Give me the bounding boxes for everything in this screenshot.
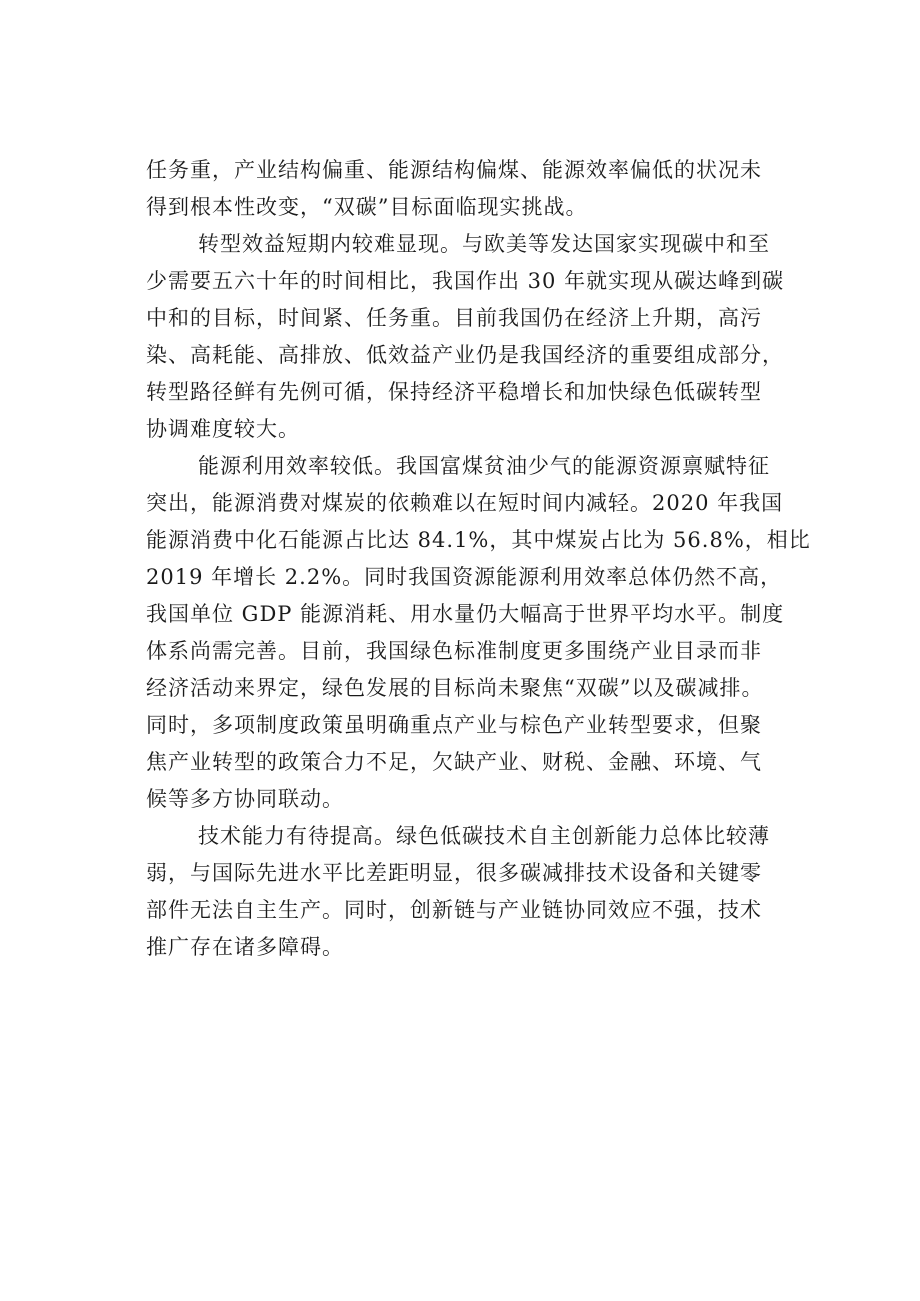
text-line: 任务重，产业结构偏重、能源结构偏煤、能源效率偏低的状况未 [146,158,762,182]
text-line: 部件无法自主生产。同时，创新链与产业链协同效应不强，技术 [146,898,762,922]
text-line: 体系尚需完善。目前，我国绿色标准制度更多围绕产业目录而非 [146,639,762,663]
text-line: 2019 年增长 2.2%。同时我国资源能源利用效率总体仍然不高， [146,565,783,589]
text-line: 协调难度较大。 [146,417,300,441]
text-line: 推广存在诸多障碍。 [146,935,344,959]
text-line: 中和的目标，时间紧、任务重。目前我国仍在经济上升期，高污 [146,306,762,330]
text-line: 得到根本性改变，“双碳”目标面临现实挑战。 [146,195,588,219]
text-line: 候等多方协同联动。 [146,787,344,811]
text-line: 少需要五六十年的时间相比，我国作出 30 年就实现从碳达峰到碳 [146,269,785,293]
text-line: 能源消费中化石能源占比达 84.1%，其中煤炭占比为 56.8%，相比 [146,528,811,552]
text-line: 染、高耗能、高排放、低效益产业仍是我国经济的重要组成部分， [146,343,784,367]
text-line: 转型路径鲜有先例可循，保持经济平稳增长和加快绿色低碳转型 [146,380,762,404]
text-line: 我国单位 GDP 能源消耗、用水量仍大幅高于世界平均水平。制度 [146,602,785,626]
text-line: 经济活动来界定，绿色发展的目标尚未聚焦“双碳”以及碳减排。 [146,676,764,700]
text-line: 焦产业转型的政策合力不足，欠缺产业、财税、金融、环境、气 [146,750,762,774]
paragraph-energy-efficiency [146,448,826,818]
paragraph-technology [146,818,826,966]
text-line: 突出，能源消费对煤炭的依赖难以在短时间内减轻。2020 年我国 [146,491,784,515]
paragraph-continuation [146,152,826,226]
document-body [146,152,826,966]
text-line: 转型效益短期内较难显现。与欧美等发达国家实现碳中和至 [198,232,770,256]
text-line: 同时，多项制度政策虽明确重点产业与棕色产业转型要求，但聚 [146,713,762,737]
text-line: 弱，与国际先进水平比差距明显，很多碳减排技术设备和关键零 [146,861,762,885]
paragraph-transition-benefit [146,226,826,448]
text-line: 技术能力有待提高。绿色低碳技术自主创新能力总体比较薄 [198,824,770,848]
text-line: 能源利用效率较低。我国富煤贫油少气的能源资源禀赋特征 [198,454,770,478]
